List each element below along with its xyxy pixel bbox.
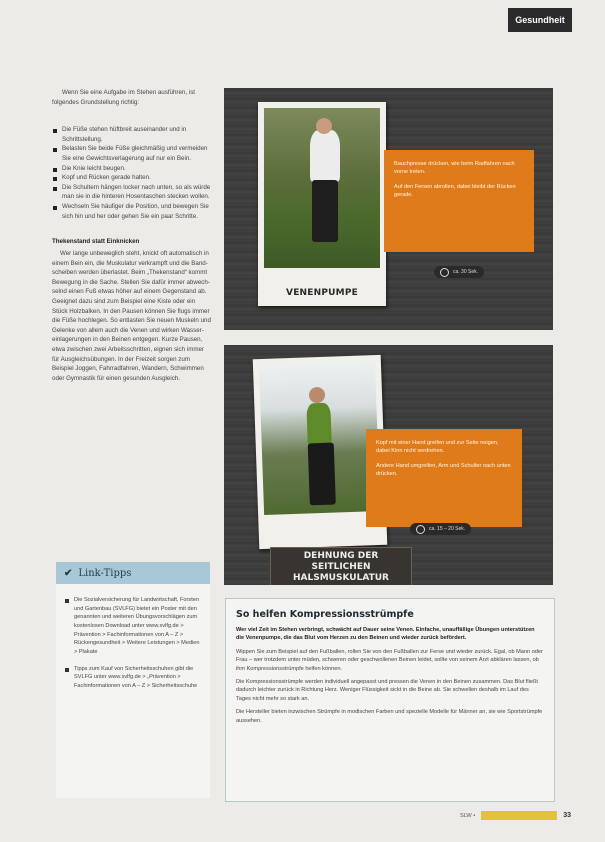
- clock-icon: [440, 268, 449, 277]
- body-paragraph: Die Kompressionsstrümpfe werden individuell angepasst und pressen die Venen in den Beinen zusammen. Das Blut fließt dadurch leichter zurück in Richtung Herz. Weniger Flüssigkeit sickt in die Beine ab. Sie schwellen deshalb im Lauf des Tages nicht mehr so stark an.: [236, 678, 538, 702]
- list-item: Wechseln Sie häufiger die Position, und bewegen Sie sich hin und her oder gehen Sie ein paar Schritte.: [52, 202, 212, 221]
- body-paragraph: Wer lange unbeweglich steht, knickt oft automatisch in einem Bein ein, die Muskulatur verkrampft und die Bandscheiben werden überlastet. Beim „Thekenstand“ kommt Bewegung in die Sache. Stellen Sie dafür immer abwechselnd einen Fuß etwas höher auf einem Gegenstand ab. Geeignet dazu sind zum Beispiel eine Kiste oder ein Stück Holzbalken. In den Pausen können Sie flugs immer die Füße hochlegen. So entlasten Sie neuen Muskeln und Gelenke von allem auch die Venen und wirken Wassereinlagerungen in den Beinen entgegen. Kurze Pausen, etwa zwischen zwei Arbeitsschritten, eignen sich immer für Ausgleichsübungen. In der Freizeit sorgen zum Beispiel Joggen, Fahrradfahren, Wandern, Schwimmen oder Gymnastik für einen gesunden Ausgleich.: [52, 249, 211, 382]
- list-item: Die Sozialversicherung für Landwirtschaft, Forsten und Gartenbau (SVLFG) bietet ein Poster mit den genannten und weiteren Übungsvorschlägen zum kostenlosen Download unter www.svlfg.de > Prävention > Fachinformationen von A – Z > Rückengesundheit > Weitere Leistungen > Medien > Plakate: [64, 596, 202, 657]
- person-head: [316, 118, 332, 134]
- body-paragraph: Wippen Sie zum Beispiel auf den Fußballen, rollen Sie von den Fußballen zur Ferse und wieder zurück. Egal, ob Mann oder Frau – wer trotzdem unter müden, schweren oder geschwollenen Beinen leidet, sollte von seinem Arzt abklären lassen, ob ihm Kompressionsstrümpfe helfen können.: [236, 648, 543, 672]
- page-footer: [460, 811, 571, 820]
- instruction-text: Auf den Fersen abrollen, dabei bleibt der Rücken gerade.: [394, 183, 516, 199]
- box-title: So helfen Kompressionsstrümpfe: [236, 609, 414, 620]
- page-number: 33: [563, 812, 571, 819]
- timer-badge: [434, 266, 484, 278]
- photo-caption: [270, 547, 412, 585]
- caption-line: DEHNUNG DER SEITLICHEN: [303, 551, 379, 572]
- photo-caption: VENENPUMPE: [286, 288, 358, 298]
- timer-text: ca. 15 – 20 Sek.: [429, 526, 466, 532]
- lead-paragraph: Wer viel Zeit im Stehen verbringt, schwächt auf Dauer seine Venen. Einfache, unauffällige Übungen unterstützen die Venenpumpe, die das Blut vom Herzen zu den Beinen und wieder zurück befördert.: [236, 627, 535, 642]
- footer-url: [481, 811, 557, 820]
- left-column: [52, 88, 212, 383]
- instruction-text: Kopf mit einer Hand greifen und zur Seite neigen, dabei Kinn nicht verdrehen.: [376, 440, 499, 455]
- instruction-card: [366, 429, 522, 527]
- checkmark-icon: ✔: [64, 567, 73, 579]
- body-paragraph: Die Hersteller bieten inzwischen Strümpfe in modischen Farben und spezielle Modelle für Männer an, sie wie Sportstrümpfe aussehen.: [236, 709, 543, 724]
- instruction-text: Andere Hand umgreifen, Arm und Schulter nach unten drücken.: [376, 462, 511, 478]
- list-item: Tipps zum Kauf von Sicherheitsschuhen gibt die SVLFG unter www.svlfg.de > „Prävention > Fachinformationen von A – Z > Sicherheitsschuhe: [64, 665, 202, 691]
- link-tips-list: [56, 596, 210, 691]
- list-item: Kopf und Rücken gerade halten.: [52, 173, 212, 183]
- polaroid-frame: [258, 102, 386, 306]
- caption-line: HALSMUSKULATUR: [293, 572, 389, 583]
- clock-icon: [416, 525, 425, 534]
- person-shirt: [306, 403, 331, 446]
- exercise-photo-venenpumpe: [224, 88, 553, 330]
- exercise-photo-dehnung: [224, 345, 553, 585]
- person-legs: [308, 443, 336, 506]
- list-item: Belasten Sie beide Füße gleichmäßig und vermeiden Sie eine Gewichtsverlagerung auf nur ein Bein.: [52, 144, 212, 163]
- list-item: Die Füße stehen hüftbreit auseinander und in Schrittstellung.: [52, 125, 212, 144]
- section-label: Gesundheit: [508, 8, 572, 32]
- instruction-text: Bauchpresse drücken, wie beim Radfahren nach vorne treten.: [394, 161, 515, 176]
- person-legs: [312, 180, 338, 242]
- subheading: Thekenstand statt Einknicken: [52, 238, 140, 246]
- exercise-image: [259, 361, 380, 515]
- link-tips-box: [56, 562, 210, 798]
- compression-box: [225, 598, 555, 802]
- link-tips-header: [56, 562, 210, 584]
- instruction-card: [384, 150, 534, 252]
- intro-text: Wenn Sie eine Aufgabe im Stehen ausführen, ist folgendes Grundstellung richtig:: [52, 89, 196, 106]
- exercise-image: [264, 108, 380, 268]
- timer-badge: [410, 523, 471, 535]
- list-item: Die Knie leicht beugen.: [52, 164, 212, 174]
- list-item: Die Schultern hängen locker nach unten, so als würde man sie in die hinteren Hosentaschen stecken wollen.: [52, 183, 212, 202]
- footer-brand: SLW •: [459, 812, 476, 819]
- person-head: [309, 387, 326, 404]
- timer-text: ca. 30 Sek.: [453, 269, 479, 275]
- link-tips-title: Link-Tipps: [78, 567, 132, 579]
- person-shirt: [310, 130, 340, 182]
- posture-list: [52, 125, 212, 221]
